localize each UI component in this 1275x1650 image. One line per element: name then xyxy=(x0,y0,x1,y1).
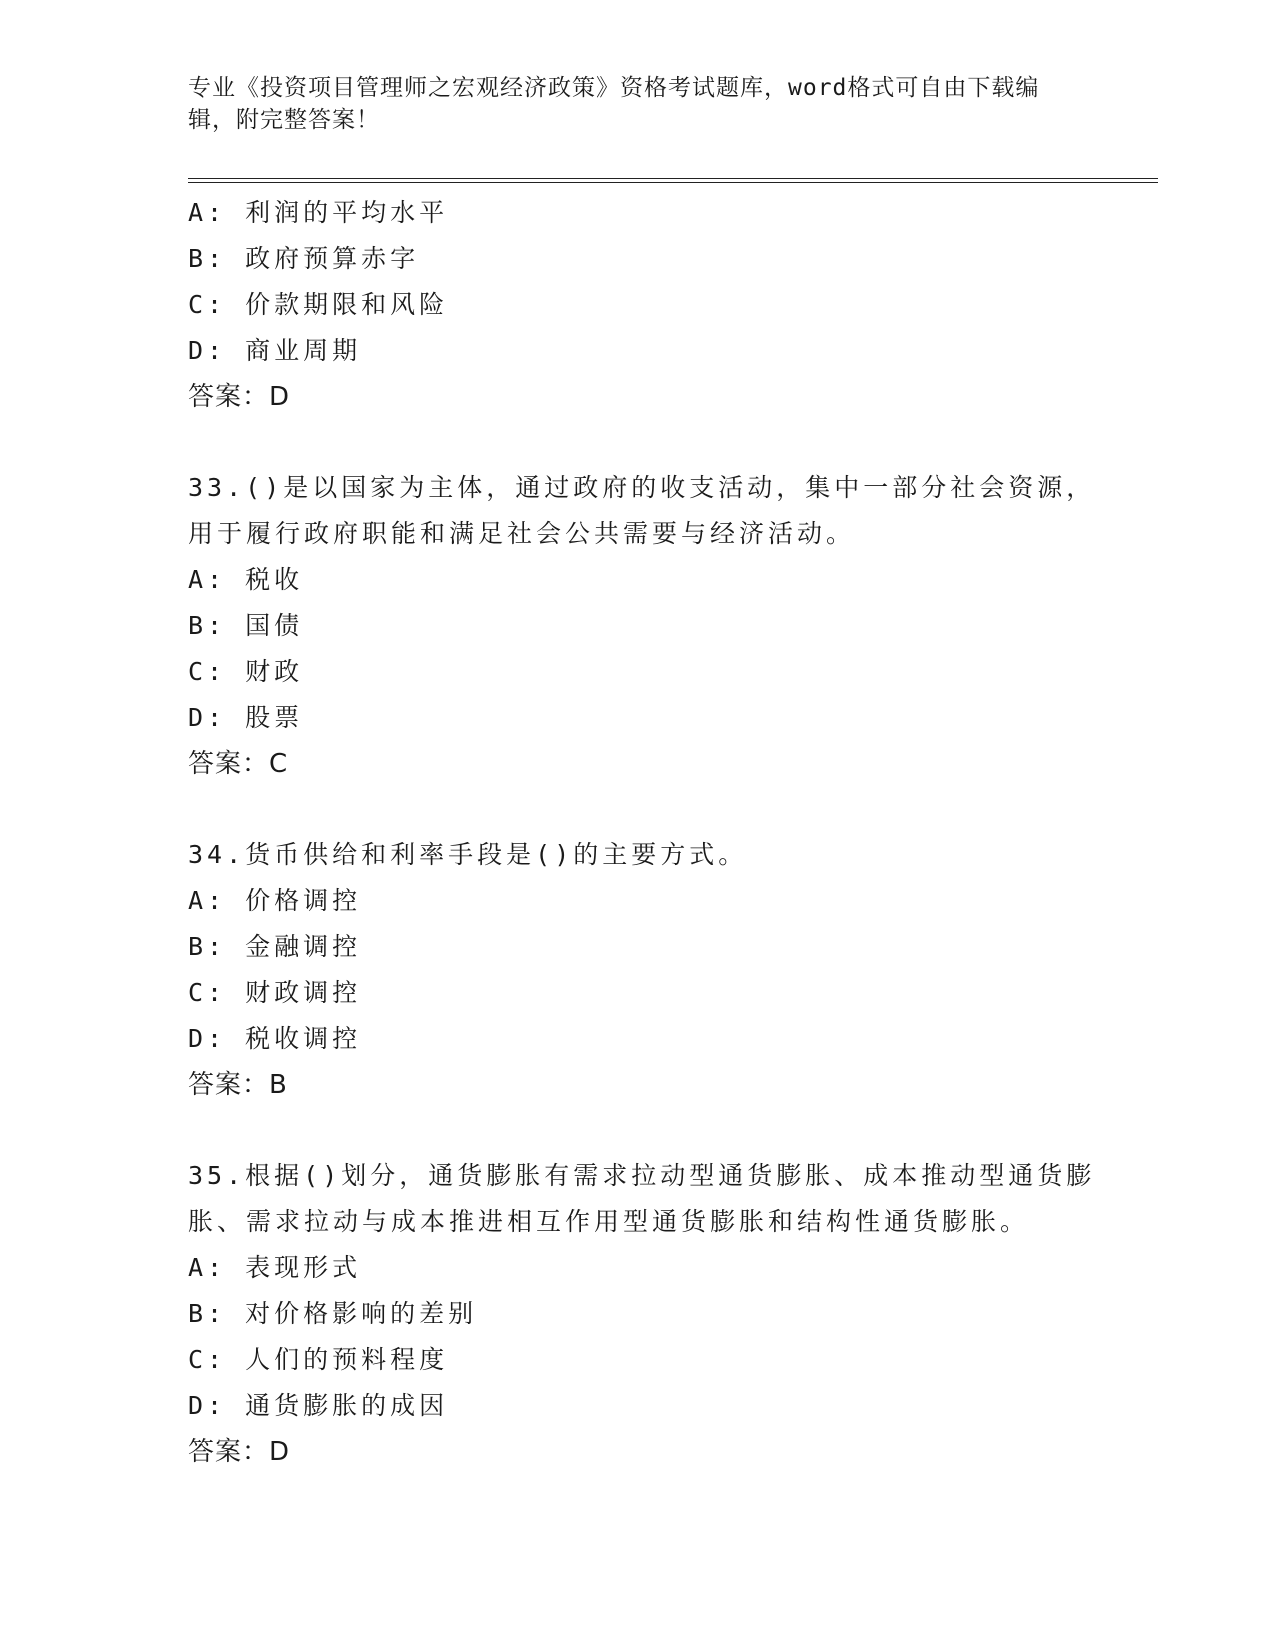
answer: 答案：D xyxy=(188,1437,291,1467)
option-a: A: 价格调控 xyxy=(188,886,362,915)
question-text-line-1: 33.()是以国家为主体，通过政府的收支活动，集中一部分社会资源， xyxy=(188,473,1096,502)
document-page xyxy=(188,0,1158,1650)
question-gap xyxy=(188,1108,1158,1153)
option-a: A: 利润的平均水平 xyxy=(188,198,449,227)
answer: 答案：D xyxy=(188,382,291,412)
option-d: D: 商业周期 xyxy=(188,336,362,365)
answer: 答案：C xyxy=(188,749,289,779)
header-divider xyxy=(188,178,1158,183)
option-d: D: 股票 xyxy=(188,703,304,732)
answer: 答案：B xyxy=(188,1070,288,1100)
question-35 xyxy=(188,1153,1158,1475)
option-c: C: 财政调控 xyxy=(188,978,362,1007)
question-34 xyxy=(188,832,1158,1108)
option-b: B: 金融调控 xyxy=(188,932,362,961)
question-text-line-1: 35.根据()划分，通货膨胀有需求拉动型通货膨胀、成本推动型通货膨 xyxy=(188,1161,1096,1190)
option-d: D: 通货膨胀的成因 xyxy=(188,1391,449,1420)
question-33 xyxy=(188,465,1158,787)
question-32-tail xyxy=(188,190,1158,420)
option-b: B: 政府预算赤字 xyxy=(188,244,420,273)
header-line-1: 专业《投资项目管理师之宏观经济政策》资格考试题库，word格式可自由下载编 xyxy=(188,75,1040,101)
option-b: B: 对价格影响的差别 xyxy=(188,1299,478,1328)
question-gap xyxy=(188,787,1158,832)
document-header xyxy=(188,72,1088,136)
option-b: B: 国债 xyxy=(188,611,304,640)
question-gap xyxy=(188,420,1158,465)
question-text-line-2: 胀、需求拉动与成本推进相互作用型通货膨胀和结构性通货膨胀。 xyxy=(188,1207,1030,1236)
question-list xyxy=(188,190,1158,1475)
question-text-line-1: 34.货币供给和利率手段是()的主要方式。 xyxy=(188,840,748,869)
option-d: D: 税收调控 xyxy=(188,1024,362,1053)
header-line-2: 辑，附完整答案！ xyxy=(188,107,380,133)
option-c: C: 价款期限和风险 xyxy=(188,290,449,319)
option-c: C: 财政 xyxy=(188,657,304,686)
question-text-line-2: 用于履行政府职能和满足社会公共需要与经济活动。 xyxy=(188,519,856,548)
option-c: C: 人们的预料程度 xyxy=(188,1345,449,1374)
option-a: A: 税收 xyxy=(188,565,304,594)
option-a: A: 表现形式 xyxy=(188,1253,362,1282)
